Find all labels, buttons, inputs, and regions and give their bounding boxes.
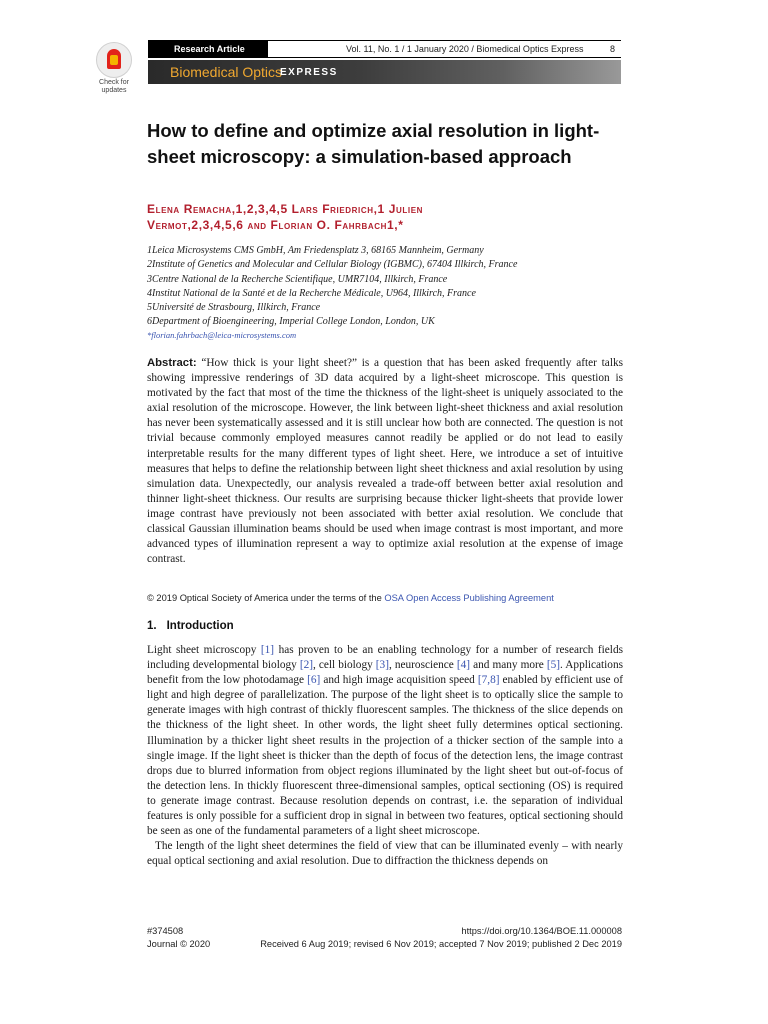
copyright-notice xyxy=(147,592,623,604)
journal-copyright: Journal © 2020 xyxy=(147,939,211,949)
check-for-updates-label: Check for updates xyxy=(99,79,129,94)
body-text xyxy=(147,643,623,869)
affiliation: 6Department of Bioengineering, Imperial College London, London, UK xyxy=(147,316,435,328)
text-run: , cell biology xyxy=(313,659,376,672)
text-run: has proven to be an enabling technology for a number of research fields including developmental biology xyxy=(147,644,623,672)
doi-link[interactable]: https://doi.org/10.1364/BOE.11.000008 xyxy=(461,926,622,936)
paragraph: The length of the light sheet determines the field of view that can be illuminated evenly – with nearly equal optical sectioning and axial resolution. Due to diffraction the thickness depends on xyxy=(147,840,623,868)
section-title: Introduction xyxy=(166,620,234,632)
footer-right xyxy=(250,925,622,951)
crossmark-icon xyxy=(96,42,132,78)
author-line: Vermot,2,3,4,5,6 and Florian O. Fahrbach1,* xyxy=(147,218,404,232)
affiliation: 2Institute of Genetics and Molecular and Cellular Biology (IGBMC), 67404 Illkirch, France xyxy=(147,259,518,271)
citation-link[interactable]: [1] xyxy=(260,644,275,656)
article-id: #374508 xyxy=(147,926,184,936)
corresponding-email-link[interactable]: *florian.fahrbach@leica-microsystems.com xyxy=(147,329,297,340)
citation-link[interactable]: [6] xyxy=(307,674,321,687)
check-for-updates-badge[interactable] xyxy=(92,42,136,92)
paper-title: How to define and optimize axial resolution in light-sheet microscopy: a simulation-based approach xyxy=(147,120,600,167)
text-run: , neuroscience xyxy=(388,659,457,672)
affiliation: 5Université de Strasbourg, Illkirch, France xyxy=(147,302,321,314)
affiliations xyxy=(147,244,617,341)
abstract-text: “How thick is your light sheet?” is a question that has been asked frequently after talks showing impressive renderings of 3D data acquired by a light-sheet microscope. This question is motivated by the fact that most of the time the thickness of the light-sheet is uniquely associated to the axial resolution of the microscope. However, the link between light-sheet thickness and axial resolution has never been systematically assessed and it is still unclear how both are connected. The question is not trivial because commonly employed measures cannot readily be applied or do not lead to easily interpretable results for the many different types of light sheet. Here, we introduce a set of intuitive measures that helps to define the relationship between light sheet thickness and axial resolution by using simulation data. Unexpectedly, our analysis revealed a trade-off between better axial resolution and thinner light-sheet thickness. Our results are surprising because thicker light-sheets that provide lower image contrast have previously not been associated with better axial resolution. We conclude that classical Gaussian illumination beams should be used when image contrast is most important, and more advanced types of illumination represent a way to optimize axial resolution at the expense of image contrast. xyxy=(147,357,624,566)
citation-link[interactable]: [3] xyxy=(375,659,389,672)
affiliation: 3Centre National de la Recherche Scientifique, UMR7104, Illkirch, France xyxy=(147,273,448,285)
copyright-text: © 2019 Optical Society of America under the terms of the xyxy=(147,593,382,603)
affiliation: 4Institut National de la Santé et de la Recherche Médicale, U964, Illkirch, France xyxy=(147,287,476,299)
article-header-bar xyxy=(148,40,621,58)
text-run: . Applications benefit from the low photodamage xyxy=(147,659,624,687)
text-run: and many more xyxy=(470,659,547,672)
open-access-agreement-link[interactable]: OSA Open Access Publishing Agreement xyxy=(384,593,554,603)
journal-brand: Biomedical Optics xyxy=(170,64,283,80)
section-number: 1. xyxy=(147,620,157,632)
publication-history: Received 6 Aug 2019; revised 6 Nov 2019; accepted 7 Nov 2019; published 2 Dec 2019 xyxy=(260,939,622,949)
article-type-label: Research Article xyxy=(148,41,268,57)
issue-info: Vol. 11, No. 1 / 1 January 2020 / Biomedical Optics Express xyxy=(346,44,584,54)
section-heading xyxy=(147,620,234,632)
abstract xyxy=(147,356,623,567)
text-run: and high image acquisition speed xyxy=(320,674,478,687)
affiliation: 1Leica Microsystems CMS GmbH, Am Friedensplatz 3, 68165 Mannheim, Germany xyxy=(147,245,484,256)
journal-banner xyxy=(148,60,621,84)
abstract-label: Abstract: xyxy=(147,357,197,369)
citation-link[interactable]: [2] xyxy=(299,659,314,672)
journal-brand-suffix: EXPRESS xyxy=(280,67,338,78)
citation-link[interactable]: [7,8] xyxy=(477,674,500,687)
paragraph xyxy=(147,643,623,839)
text-run: enabled by efficient use of light and high degree of parallelization. The purpose of the light sheet is to optically slice the sample to generate images with high contrast of thickly fluorescent samples. The thickness of the slice depends on the thickness of the light sheet. In other words, the light sheet fully determines optical sectioning. Illumination by a thicker light sheet results in the projection of a thicker section of the sample into a single image. If the light sheet is thicker than the depth of focus of the detection lens, the image contrast drops due to blurred information from object regions illuminated by the light sheet but out-of-focus of the detection lens. In thickly fluorescent three-dimensional samples, optical sectioning (OS) is required to generate image contrast. Because resolution depends on contrast, i.e. the separation of individual features is only possible for a sufficient drop in signal in between two features, optical sectioning should be seen as one of the fundamental parameters of a light sheet microscope. xyxy=(147,674,623,838)
text-run: Light sheet microscopy xyxy=(147,644,261,656)
footer-left xyxy=(147,925,210,951)
author-list xyxy=(147,201,617,233)
author-line: Elena Remacha,1,2,3,4,5 Lars Friedrich,1 Julien xyxy=(147,202,424,216)
citation-link[interactable]: [5] xyxy=(546,659,561,672)
citation-link[interactable]: [4] xyxy=(456,659,471,672)
page-number: 8 xyxy=(609,44,615,54)
